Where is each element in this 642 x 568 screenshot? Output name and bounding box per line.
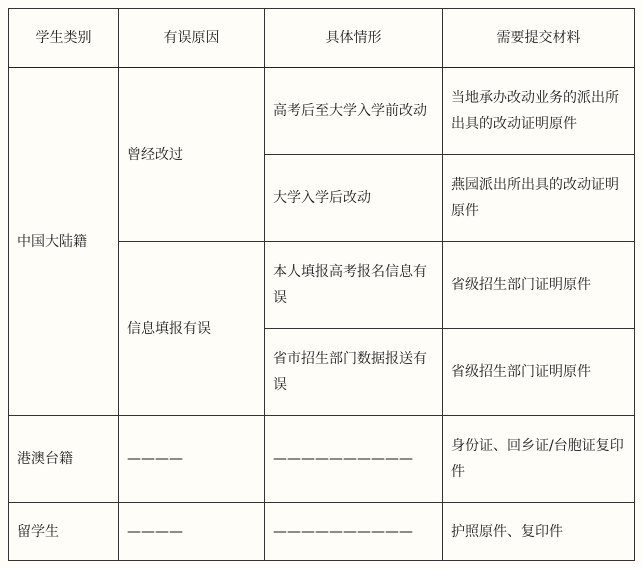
situation-cell: 高考后至大学入学前改动 [265, 68, 443, 155]
materials-cell: 省级招生部门证明原件 [443, 242, 635, 329]
category-hmt: 港澳台籍 [9, 416, 119, 503]
table-row [9, 68, 635, 155]
header-student-category: 学生类别 [9, 9, 119, 68]
reason-changed: 曾经改过 [119, 68, 265, 242]
materials-cell: 省级招生部门证明原件 [443, 329, 635, 416]
header-error-reason: 有误原因 [119, 9, 265, 68]
materials-cell: 身份证、回乡证/台胞证复印件 [443, 416, 635, 503]
category-intl: 留学生 [9, 503, 119, 561]
table-row [9, 503, 635, 561]
reason-cell: ———— [119, 416, 265, 503]
situation-cell: —————————— [265, 503, 443, 561]
materials-cell: 护照原件、复印件 [443, 503, 635, 561]
situation-cell: 省市招生部门数据报送有误 [265, 329, 443, 416]
situation-cell: —————————— [265, 416, 443, 503]
materials-cell: 当地承办改动业务的派出所出具的改动证明原件 [443, 68, 635, 155]
header-specific-situation: 具体情形 [265, 9, 443, 68]
reason-cell: ———— [119, 503, 265, 561]
category-mainland: 中国大陆籍 [9, 68, 119, 416]
table-row [9, 416, 635, 503]
materials-cell: 燕园派出所出具的改动证明原件 [443, 155, 635, 242]
situation-cell: 大学入学后改动 [265, 155, 443, 242]
situation-cell: 本人填报高考报名信息有误 [265, 242, 443, 329]
header-required-materials: 需要提交材料 [443, 9, 635, 68]
reason-info-error: 信息填报有误 [119, 242, 265, 416]
table-header-row [9, 9, 635, 68]
materials-table [8, 8, 635, 561]
